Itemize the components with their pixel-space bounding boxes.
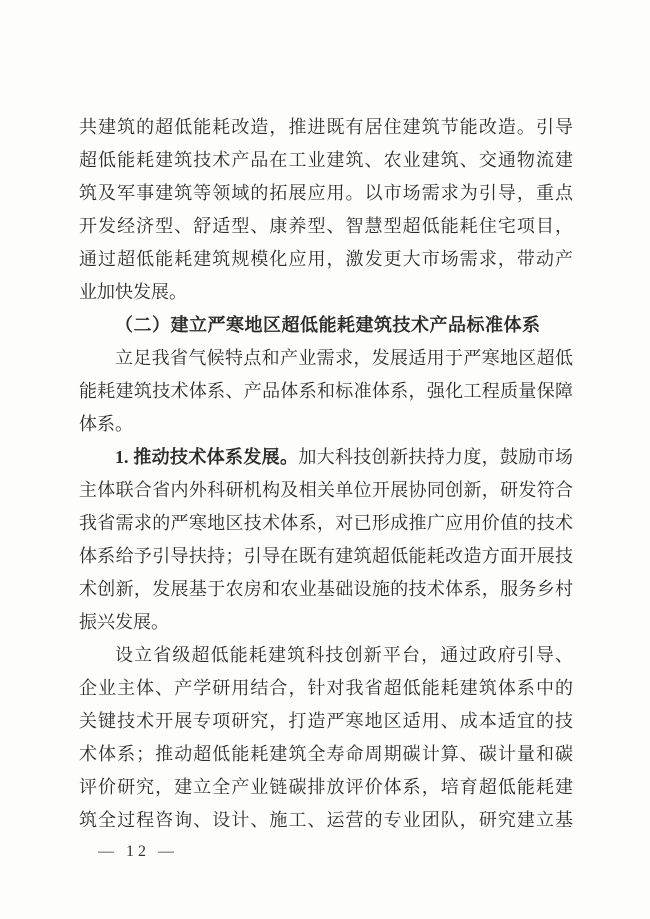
text-line: 开发经济型、舒适型、康养型、智慧型超低能耗住宅项目， xyxy=(79,216,573,236)
document-body xyxy=(79,111,573,837)
text-line: 通过超低能耗建筑规模化应用，激发更大市场需求，带动产 xyxy=(79,249,573,269)
text-line: 我省需求的严寒地区技术体系，对已形成推广应用价值的技术 xyxy=(79,513,573,533)
text-line: 振兴发展。 xyxy=(79,612,169,632)
text-line: 筑及军事建筑等领域的拓展应用。以市场需求为引导，重点 xyxy=(79,183,573,203)
text-line: 体系给予引导扶持；引导在既有建筑超低能耗改造方面开展技 xyxy=(79,546,573,566)
bold-lead: 1. 推动技术体系发展。 xyxy=(115,447,299,467)
text-line: 术创新，发展基于农房和农业基础设施的技术体系，服务乡村 xyxy=(79,579,573,599)
text-line: 1. 推动技术体系发展。加大科技创新扶持力度，鼓励市场 xyxy=(115,447,574,467)
section-heading: （二）建立严寒地区超低能耗建筑技术产品标准体系 xyxy=(115,315,541,335)
text-line: 超低能耗建筑技术产品在工业建筑、农业建筑、交通物流建 xyxy=(79,150,573,170)
text-line: 业加快发展。 xyxy=(79,282,187,302)
text-line: 立足我省气候特点和产业需求，发展适用于严寒地区超低 xyxy=(115,348,573,368)
text-line: 企业主体、产学研用结合，针对我省超低能耗建筑体系中的 xyxy=(79,678,573,698)
text-line: 能耗建筑技术体系、产品体系和标准体系，强化工程质量保障 xyxy=(79,381,573,401)
text-line: 体系。 xyxy=(79,414,133,434)
text-line: 共建筑的超低能耗改造，推进既有居住建筑节能改造。引导 xyxy=(79,117,573,137)
text-line: 设立省级超低能耗建筑科技创新平台，通过政府引导、 xyxy=(115,645,573,665)
text-line: 关键技术开展专项研究，打造严寒地区适用、成本适宜的技 xyxy=(79,711,573,731)
text-line: 评价研究，建立全产业链碳排放评价体系，培育超低能耗建 xyxy=(79,777,573,797)
text-line: 主体联合省内外科研机构及相关单位开展协同创新，研发符合 xyxy=(79,480,573,500)
text-line: 筑全过程咨询、设计、施工、运营的专业团队，研究建立基 xyxy=(79,810,573,830)
page-number: — 12 — xyxy=(98,843,178,860)
text-line: 术体系；推动超低能耗建筑全寿命周期碳计算、碳计量和碳 xyxy=(79,744,573,764)
